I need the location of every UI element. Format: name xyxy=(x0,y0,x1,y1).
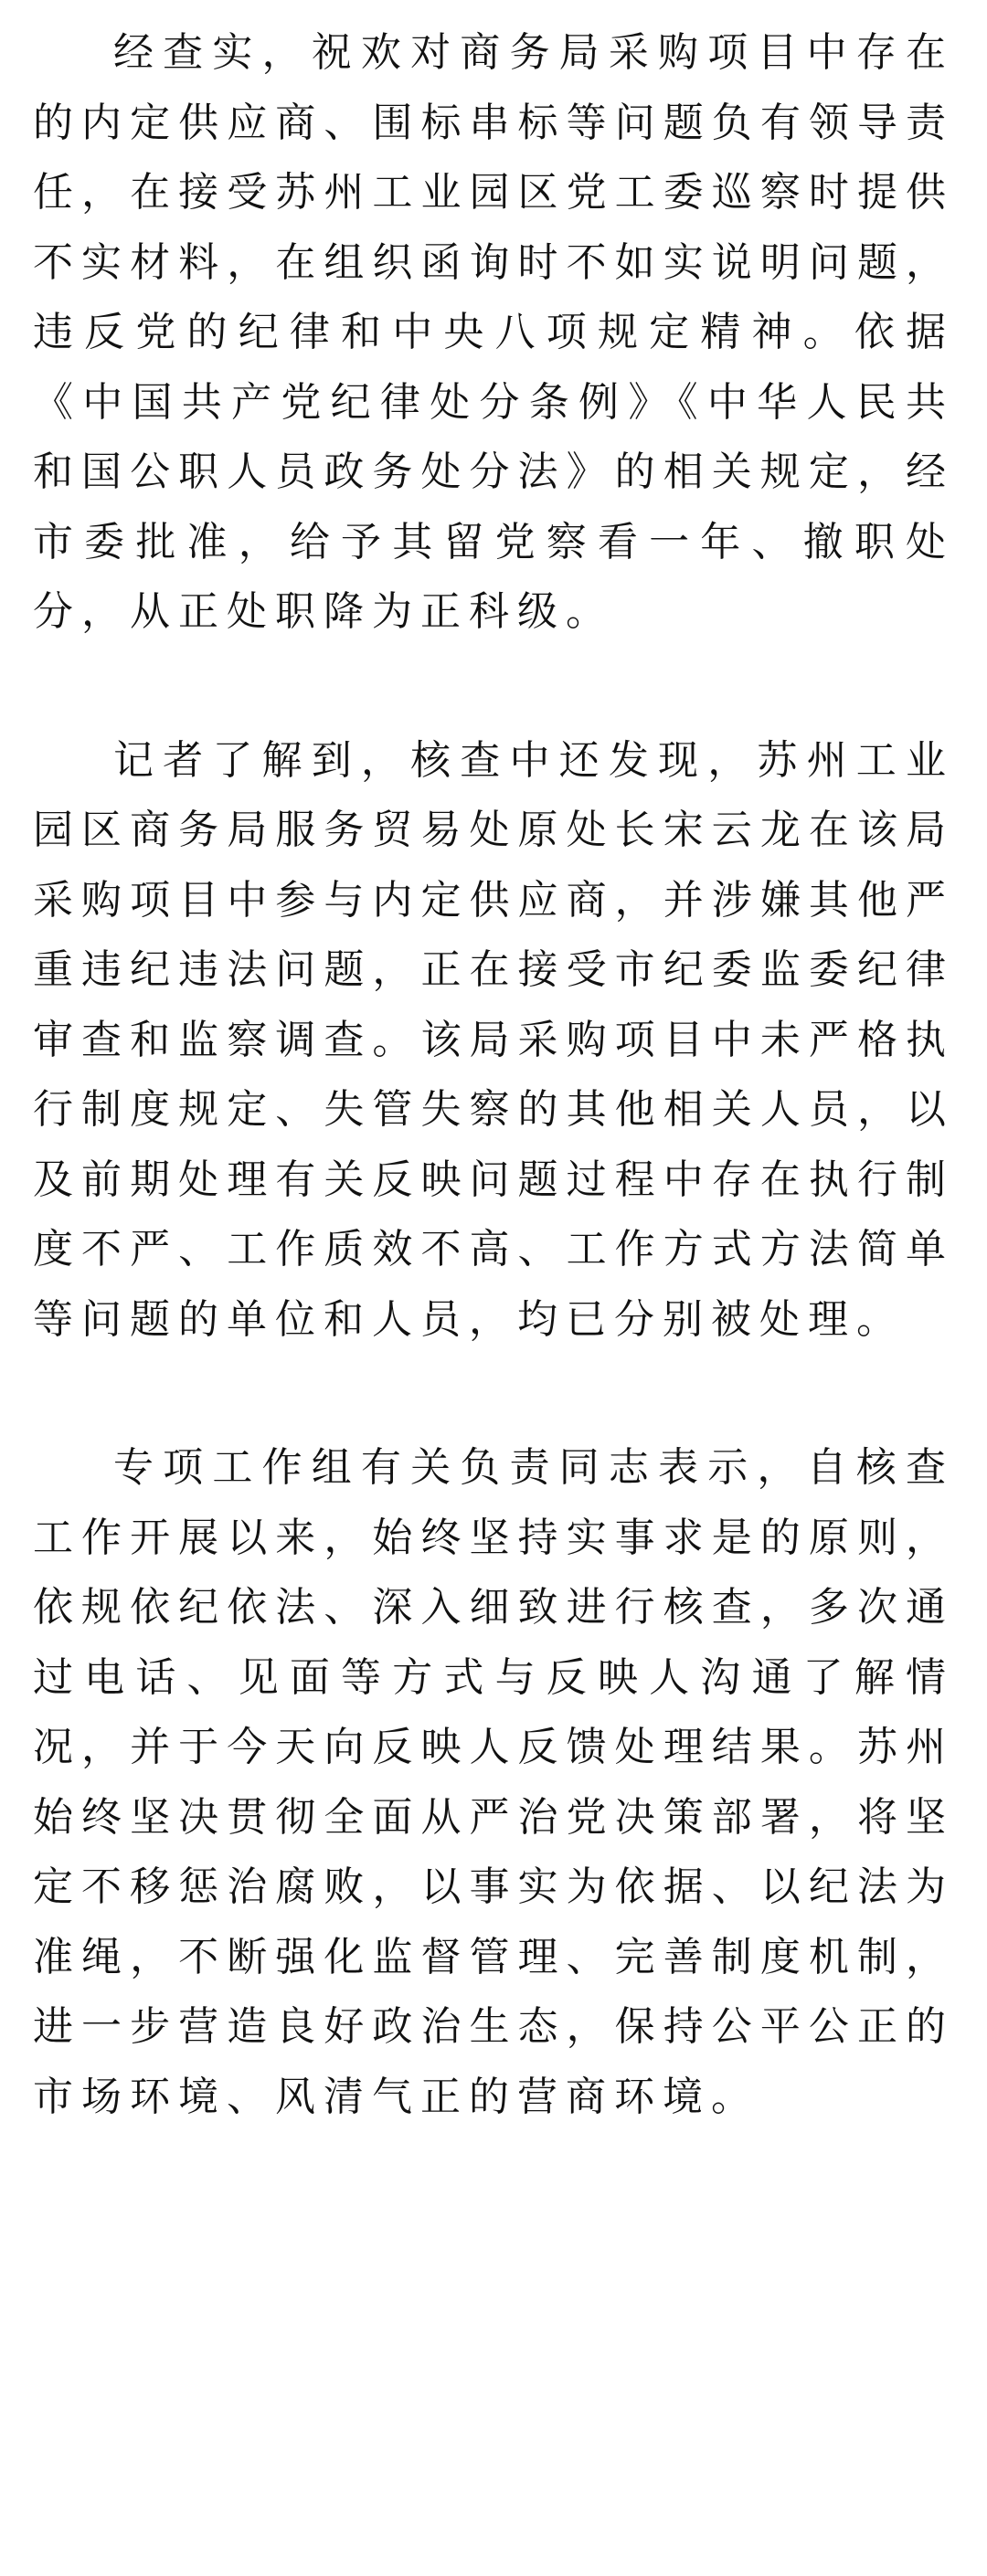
paragraph-2: 记者了解到，核查中还发现，苏州工业园区商务局服务贸易处原处长宋云龙在该局采购项目中参与内定供应商，并涉嫌其他严重违纪违法问题，正在接受市纪委监委纪律审查和监察调查。该局采购项目中未严格执行制度规定、失管失察的其他相关人员，以及前期处理有关反映问题过程中存在执行制度不严、工作质效不高、工作方式方法简单等问题的单位和人员，均已分别被处理。 xyxy=(33,736,954,1343)
paragraph-3: 专项工作组有关负责同志表示，自核查工作开展以来，始终坚持实事求是的原则，依规依纪依法、深入细致进行核查，多次通过电话、见面等方式与反映人沟通了解情况，并于今天向反映人反馈处理结果。苏州始终坚决贯彻全面从严治党决策部署，将坚定不移惩治腐败，以事实为依据、以纪法为准绳，不断强化监督管理、完善制度机制，进一步营造良好政治生态，保持公平公正的市场环境、风清气正的营商环境。 xyxy=(33,1444,954,2120)
paragraph-1: 经查实，祝欢对商务局采购项目中存在的内定供应商、围标串标等问题负有领导责任，在接受苏州工业园区党工委巡察时提供不实材料，在组织函询时不如实说明问题，违反党的纪律和中央八项规定精神。依据《中国共产党纪律处分条例》《中华人民共和国公职人员政务处分法》的相关规定，经市委批准，给予其留党察看一年、撤职处分，从正处职降为正科级。 xyxy=(33,29,954,635)
article-body xyxy=(33,18,954,2132)
